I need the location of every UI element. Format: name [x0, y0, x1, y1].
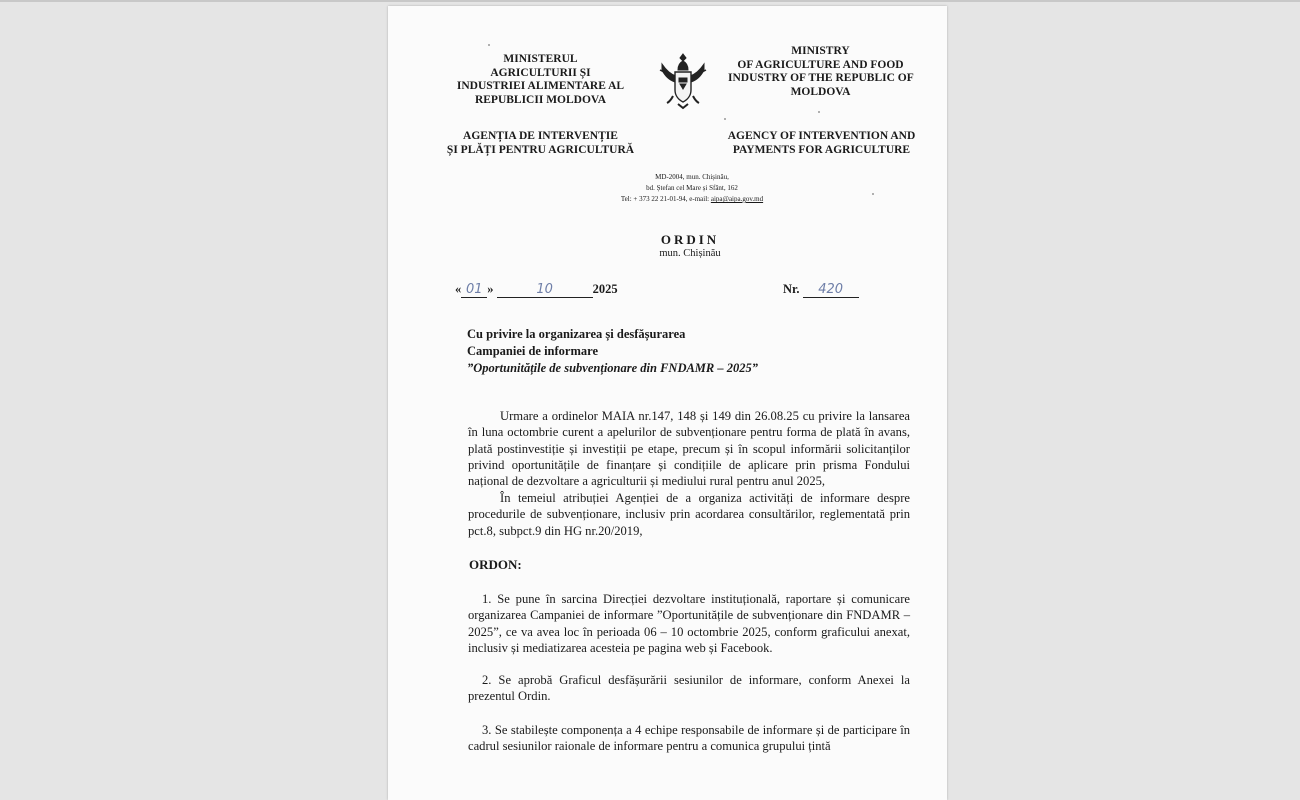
scan-speck: [872, 193, 874, 195]
order-item-3: [468, 722, 910, 755]
heading-line: INDUSTRIEI ALIMENTARE AL: [456, 80, 625, 93]
paragraph-text: În temeiul atribuției Agenției de a organiza activități de informare despre procedurile de subvenționare, inclusiv prin acordarea consultărilor, reglementată prin pct.8, subpct.9 din HG nr.20/2019,: [468, 491, 910, 538]
email-link[interactable]: aipa@aipa.gov.md: [710, 195, 764, 203]
heading-line: INDUSTRY OF THE REPUBLIC OF: [728, 72, 914, 85]
heading-line: MINISTRY: [791, 45, 850, 57]
ordon-heading: ORDON:: [469, 557, 522, 572]
subject-line: ”Oportunitățile de subvenționare din FNDAMR – 2025”: [467, 361, 759, 375]
subject-line: Campaniei de informare: [467, 344, 599, 358]
right-ministry-heading: [728, 45, 913, 99]
address-line: MD-2004, mun. Chișinău,: [655, 173, 729, 181]
document-city: mun. Chișinău: [659, 248, 721, 259]
heading-line: PAYMENTS FOR AGRICULTURE: [732, 143, 911, 156]
address-line: bd. Ștefan cel Mare și Sfânt, 162: [646, 184, 738, 192]
document-title: ORDIN: [660, 232, 720, 247]
preamble-paragraph-2: [468, 490, 910, 539]
item-text: 1. Se pune în sarcina Direcției dezvoltare instituțională, raportare și comunicare organizarea Campaniei de informare ”Oportunitățile de subvenționare din FNDAMR – 2025”, ce va avea loc în perioada 06 – 10 octombrie 2025, conform graficului anexat, inclusiv și mediatizarea acesteia pe pagina web și Facebook.: [468, 592, 910, 655]
order-subject: [467, 326, 758, 377]
heading-line: AGENCY OF INTERVENTION AND: [727, 130, 916, 142]
paragraph-text: Urmare a ordinelor MAIA nr.147, 148 și 149 din 26.08.25 cu privire la lansarea în luna octombrie curent a apelurilor de subvenționare pentru forma de plată în avans, plată postinvestiție și investiții pe etape, precum și în scopul informării solicitanților privind oportunitățile de finanțare și condițiile de aplicare prin prisma Fondului național de dezvoltare a agriculturii și mediului rural pentru anul 2025,: [468, 409, 910, 489]
nr-label: Nr.: [783, 282, 800, 296]
left-ministry-heading: [448, 53, 633, 107]
order-number: [783, 282, 859, 298]
heading-line: REPUBLICII MOLDOVA: [474, 93, 607, 106]
heading-line: AGRICULTURII ȘI: [490, 66, 591, 79]
scan-speck: [488, 44, 490, 46]
heading-line: ȘI PLĂȚI PENTRU AGRICULTURĂ: [446, 143, 635, 156]
right-agency-heading: [724, 130, 919, 157]
heading-line: MINISTERUL: [503, 53, 578, 65]
contact-block: [588, 172, 796, 205]
contact-line: [588, 194, 796, 205]
viewer-top-border: [0, 0, 1300, 2]
item-text: 2. Se aprobă Graficul desfășurării sesiunilor de informare, conform Anexei la prezentul Ordin.: [468, 673, 910, 704]
scan-speck: [818, 111, 820, 113]
heading-line: OF AGRICULTURE AND FOOD: [737, 58, 904, 71]
quote-close: »: [487, 282, 494, 296]
item-text: 3. Se stabilește componența a 4 echipe responsabile de informare și de participare în cadrul sesiunilor raionale de informare pentru a comunica grupului țintă: [468, 723, 910, 754]
order-number-value: 420: [803, 282, 859, 298]
order-item-1: [468, 591, 910, 656]
heading-line: MOLDOVA: [790, 85, 851, 98]
moldova-coat-of-arms-icon: [658, 50, 708, 110]
quote-open: «: [455, 282, 462, 296]
preamble-paragraph-1: [468, 408, 910, 489]
phone-text: Tel: + 373 22 21-01-94, e-mail:: [620, 195, 711, 203]
document-page: [388, 6, 947, 800]
order-date: [455, 282, 618, 298]
heading-line: AGENȚIA DE INTERVENȚIE: [463, 130, 618, 142]
subject-line: Cu privire la organizarea și desfășurarea: [467, 327, 686, 341]
order-month: 10: [497, 282, 593, 298]
scan-speck: [724, 118, 726, 120]
order-year: 2025: [592, 282, 618, 296]
order-item-2: [468, 672, 910, 705]
left-agency-heading: [438, 130, 643, 157]
order-day: 01: [461, 282, 487, 298]
